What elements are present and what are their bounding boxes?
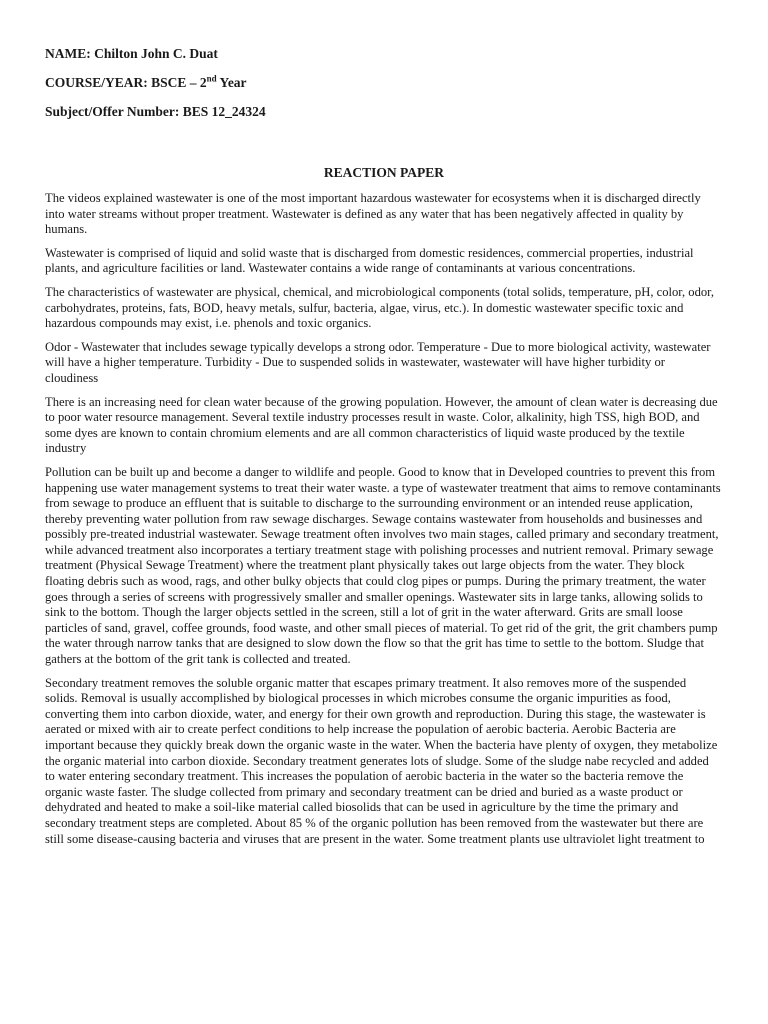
course-value [151, 75, 246, 90]
subject-line [45, 102, 725, 131]
subject-value: BES 12_24324 [182, 104, 266, 119]
paragraph-1: The videos explained wastewater is one of the most important hazardous wastewater for ecosystems when it is discharged directly into water streams without proper treatment. Wastewater is defined as any water that has been negatively affected in quality by humans. [45, 191, 701, 237]
course-value-superscript: nd [206, 73, 217, 84]
name-line [45, 44, 725, 73]
student-info-header [45, 44, 725, 131]
paragraph-6: Pollution can be built up and become a danger to wildlife and people. Good to know that in Developed countries to prevent this from happening use water management systems to treat their water waste. a type of wastewater treatment that aims to remove contaminants from sewage to produce an effluent that is suitable to discharge to the surrounding environment or an intended reuse application, thereby preventing water pollution from raw sewage discharges. Sewage contains wastewater from households and businesses and possibly pre-treated industrial wastewater. Sewage treatment often involves two main stages, called primary and secondary treatment, while advanced treatment also incorporates a tertiary treatment stage with polishing processes and nutrient removal. Primary sewage treatment (Physical Sewage Treatment) where the treatment plant physically takes out large objects from the water. They block floating debris such as wood, rags, and other bulky objects that could clog pipes or pumps. During the primary treatment, the water goes through a series of screens with progressively smaller and smaller openings. Wastewater sits in large tanks, allowing solids to sink to the bottom. Though the larger objects settled in the screen, still a lot of grit in the water afterward. Grits are small loose particles of sand, gravel, coffee grounds, food waste, and other small pieces of material. To get rid of the grit, the grit chambers pump the water through narrow tanks that are designed to slow down the flow so that the grit has time to settle to the bottom. Sludge that gathers at the bottom of the grit tank is collected and treated. [45, 464, 721, 667]
name-value: Chilton John C. Duat [94, 46, 218, 61]
subject-label: Subject/Offer Number: [45, 104, 180, 119]
name-label: NAME: [45, 46, 91, 61]
course-value-suffix: Year [216, 75, 247, 90]
document-body [45, 191, 721, 855]
paragraph-2: Wastewater is comprised of liquid and solid waste that is discharged from domestic residences, commercial properties, industrial plants, and agriculture facilities or land. Wastewater contains a wide range of contaminants at various concentrations. [45, 245, 694, 276]
paragraph-3: The characteristics of wastewater are physical, chemical, and microbiological components (total solids, temperature, pH, color, odor, carbohydrates, proteins, fats, BOD, heavy metals, sulfur, bacteria, algae, virus, etc.). In domestic wastewater specific toxic and hazardous compounds may exist, i.e. phenols and toxic organics. [45, 284, 715, 331]
paragraph-4: Odor - Wastewater that includes sewage typically develops a strong odor. Temperature - Due to more biological activity, wastewater will have a higher temperature. Turbidity - Due to suspended solids in wastewater, wastewater will have higher turbidity or cloudiness [45, 339, 711, 385]
course-label: COURSE/YEAR: [45, 75, 148, 90]
document-title: REACTION PAPER [323, 165, 445, 180]
paragraph-5: There is an increasing need for clean water because of the growing population. However, the amount of clean water is decreasing due to poor water resource management. Several textile industry processes result in waste. Color, alkalinity, high TSS, high BOD, and some dyes are known to contain chromium elements and are all common characteristics of liquid waste produced by the textile industry [45, 394, 718, 456]
course-line [45, 73, 725, 102]
course-value-prefix: BSCE – 2 [151, 75, 207, 90]
paragraph-7: Secondary treatment removes the soluble organic matter that escapes primary treatment. It also removes more of the suspended solids. Removal is usually accomplished by biological processes in which microbes consume the organic impurities as food, converting them into carbon dioxide, water, and energy for their own growth and reproduction. During this stage, the wastewater is aerated or mixed with air to create perfect conditions to help increase the population of aerobic bacteria. Aerobic Bacteria are important because they quickly break down the organic waste in the water. When the bacteria have plenty of oxygen, they metabolize the organic material into carbon dioxide. Secondary treatment generates lots of sludge. Some of the sludge nabe recycled and added to water entering secondary treatment. This increases the population of aerobic bacteria in the water so the bacteria remove the organic waste faster. The sludge collected from primary and secondary treatment can be dried and buried as a waste product or dehydrated and heated to make a soil-like material called biosolids that can be used in agriculture by the time the primary and secondary treatment steps are completed. About 85 % of the organic pollution has been removed from the wastewater but there are still some disease-causing bacteria and viruses that are present in the water. Some treatment plants use ultraviolet light treatment to [45, 675, 718, 846]
